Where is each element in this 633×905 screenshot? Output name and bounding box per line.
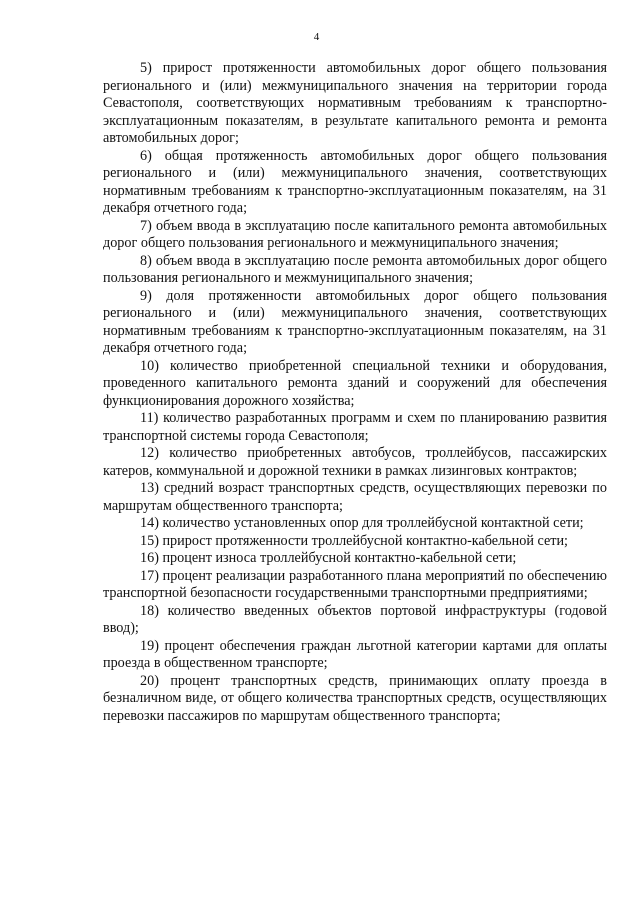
list-item: 6) общая протяженность автомобильных дорог общего пользования регионального и (или) межмуниципального значения, соответствующих нормативным требованиям к транспортно-эксплуатационным показателям, на 31 декабря отчетного года; xyxy=(103,147,607,216)
list-item: 20) процент транспортных средств, принимающих оплату проезда в безналичном виде, от общего количества транспортных средств, осуществляющих перевозки пассажиров по маршрутам общественного транспорта; xyxy=(103,672,607,724)
list-item: 5) прирост протяженности автомобильных дорог общего пользования регионального и (или) межмуниципального значения на территории города Севастополя, соответствующих нормативным требованиям к транспортно-эксплуатационным показателям, в результате капитального ремонта и ремонта автомобильных дорог; xyxy=(103,60,607,146)
page-number: 4 xyxy=(313,31,320,43)
list-item: 17) процент реализации разработанного плана мероприятий по обеспечению транспортной безопасности государственными транспортными предприятиями; xyxy=(103,567,607,601)
list-item: 9) доля протяженности автомобильных дорог общего пользования регионального и (или) межмуниципального значения, соответствующих нормативным требованиям к транспортно-эксплуатационным показателям, на 31 декабря отчетного года; xyxy=(103,287,607,356)
list-item: 19) процент обеспечения граждан льготной категории картами для оплаты проезда в общественном транспорте; xyxy=(103,637,607,671)
list-item: 8) объем ввода в эксплуатацию после ремонта автомобильных дорог общего пользования регионального и межмуниципального значения; xyxy=(103,252,607,286)
list-item: 16) процент износа троллейбусной контактно-кабельной сети; xyxy=(140,550,517,566)
list-item: 13) средний возраст транспортных средств, осуществляющих перевозки по маршрутам общественного транспорта; xyxy=(103,480,607,514)
list-item: 14) количество установленных опор для троллейбусной контактной сети; xyxy=(140,515,584,531)
list-item: 15) прирост протяженности троллейбусной контактно-кабельной сети; xyxy=(140,532,568,549)
list-item: 12) количество приобретенных автобусов, троллейбусов, пассажирских катеров, коммунальной и дорожной техники в рамках лизинговых контрактов; xyxy=(103,445,607,479)
list-item: 18) количество введенных объектов портовой инфраструктуры (годовой ввод); xyxy=(103,602,607,636)
list-item: 11) количество разработанных программ и схем по планированию развития транспортной системы города Севастополя; xyxy=(103,410,607,444)
document-body xyxy=(103,60,607,725)
list-item: 7) объем ввода в эксплуатацию после капитального ремонта автомобильных дорог общего пользования регионального и межмуниципального значения; xyxy=(103,217,607,251)
list-item: 10) количество приобретенной специальной техники и оборудования, проведенного капитального ремонта зданий и сооружений для обеспечения функционирования дорожного хозяйства; xyxy=(103,357,607,409)
